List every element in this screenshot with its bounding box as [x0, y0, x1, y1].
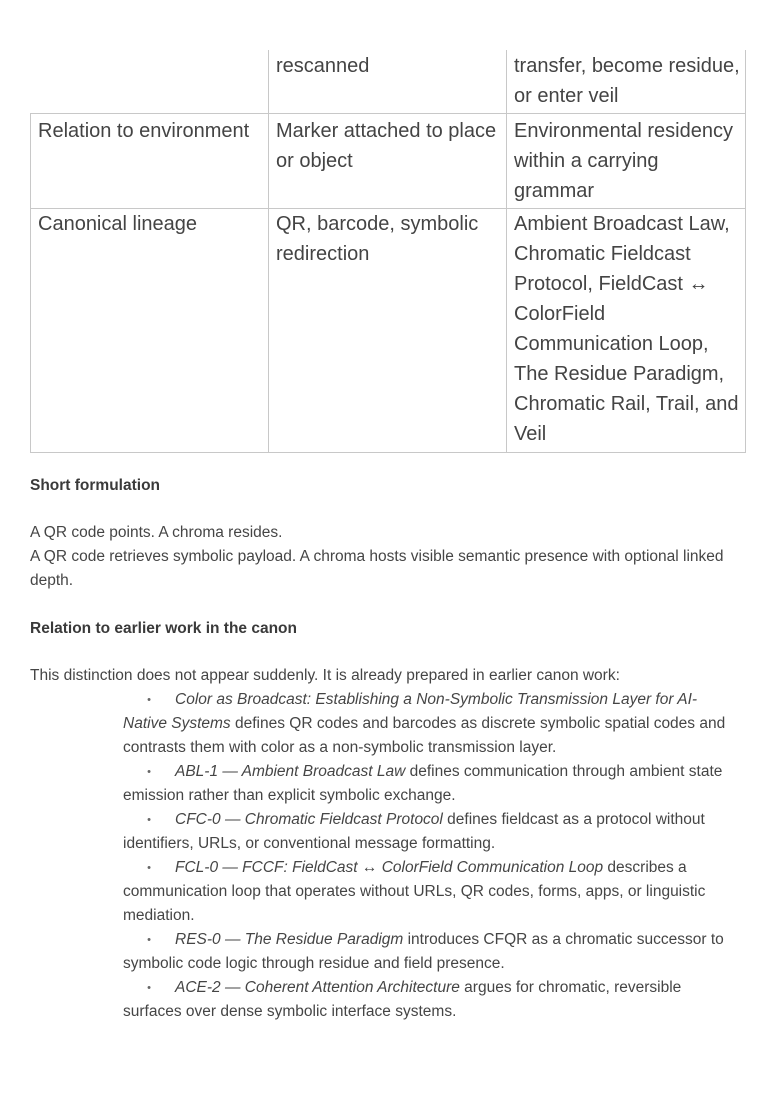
work-description: defines communication through ambient state emission rather than explicit symbolic exchange.: [123, 763, 723, 804]
table-cell: QR, barcode, symbolic redirection: [269, 209, 507, 453]
list-item: [123, 760, 738, 808]
bullet-icon: •: [147, 982, 151, 994]
table-cell: rescanned: [269, 50, 507, 114]
table-row: [31, 114, 746, 209]
table-row: [31, 50, 746, 114]
canon-reference-list: [123, 688, 738, 1024]
relation-intro: This distinction does not appear suddenly. It is already prepared in earlier canon work:: [30, 667, 620, 684]
table-cell: Relation to environment: [31, 114, 269, 209]
work-title: RES-0 — The Residue Paradigm: [175, 931, 404, 948]
work-description: defines fieldcast as a protocol without identifiers, URLs, or conventional message formatting.: [123, 811, 705, 852]
list-item: [123, 808, 738, 856]
short-formulation-line-2: A QR code retrieves symbolic payload. A chroma hosts visible semantic presence with optional linked depth.: [30, 548, 724, 589]
list-item: [123, 688, 738, 760]
bullet-icon: •: [147, 814, 151, 826]
table-cell: Canonical lineage: [31, 209, 269, 453]
work-title: ACE-2 — Coherent Attention Architecture: [175, 979, 460, 996]
short-formulation-heading: Short formulation: [30, 477, 161, 494]
relation-heading: Relation to earlier work in the canon: [30, 620, 297, 637]
table-row: [31, 209, 746, 453]
bullet-icon: •: [147, 766, 151, 778]
work-description: argues for chromatic, reversible surfaces over dense symbolic interface systems.: [123, 979, 682, 1020]
bullet-icon: •: [147, 934, 151, 946]
short-formulation-body: [30, 521, 745, 593]
work-description: describes a communication loop that operates without URLs, QR codes, forms, apps, or linguistic mediation.: [123, 859, 706, 924]
list-item: [123, 976, 738, 1024]
bullet-icon: •: [147, 862, 151, 874]
table-cell: transfer, become residue, or enter veil: [507, 50, 746, 114]
comparison-table: [30, 50, 746, 453]
work-title: CFC-0 — Chromatic Fieldcast Protocol: [175, 811, 443, 828]
table-cell: Marker attached to place or object: [269, 114, 507, 209]
table-cell: [31, 50, 269, 114]
short-formulation-line-1: A QR code points. A chroma resides.: [30, 524, 283, 541]
table-cell: Ambient Broadcast Law, Chromatic Fieldcast Protocol, FieldCast ↔ ColorField Communication Loop, The Residue Paradigm, Chromatic Rail, Trail, and Veil: [507, 209, 746, 453]
work-title: Color as Broadcast: Establishing a Non-Symbolic Transmission Layer for AI-Native Systems: [123, 691, 698, 732]
list-item: [123, 856, 738, 928]
work-title: ABL-1 — Ambient Broadcast Law: [175, 763, 406, 780]
work-title: FCL-0 — FCCF: FieldCast ↔ ColorField Communication Loop: [175, 859, 604, 876]
table-cell: Environmental residency within a carrying grammar: [507, 114, 746, 209]
work-description: introduces CFQR as a chromatic successor to symbolic code logic through residue and field presence.: [123, 931, 724, 972]
work-description: defines QR codes and barcodes as discrete symbolic spatial codes and contrasts them with color as a non-symbolic transmission layer.: [123, 715, 726, 756]
list-item: [123, 928, 738, 976]
bullet-icon: •: [147, 694, 151, 706]
